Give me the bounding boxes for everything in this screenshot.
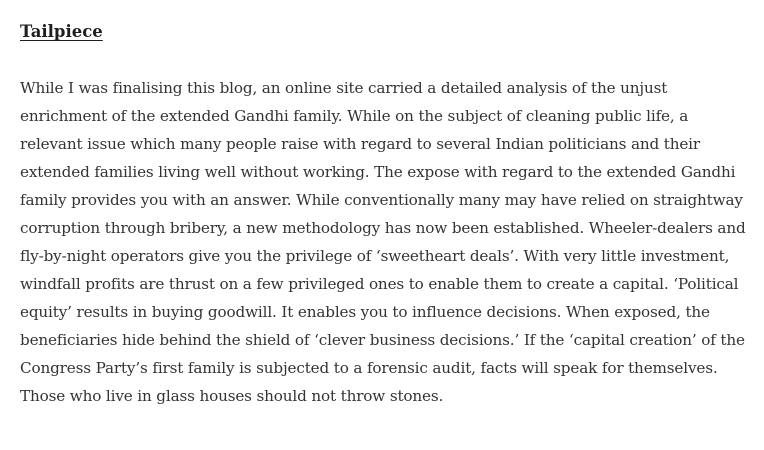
article-section [20,18,750,410]
article-paragraph: While I was finalising this blog, an online site carried a detailed analysis of the unjust enrichment of the extended Gandhi family. While on the subject of cleaning public life, a relevant issue which many people raise with regard to several Indian politicians and their extended families living well without working. The expose with regard to the extended Gandhi family provides you with an answer. While conventionally many may have relied on straightway corruption through bribery, a new methodology has now been established. Wheeler-dealers and fly-by-night operators give you the privilege of ‘sweetheart deals’. With very little investment, windfall profits are thrust on a few privileged ones to enable them to create a capital. ‘Political equity’ results in buying goodwill. It enables you to influence decisions. When exposed, the beneficiaries hide behind the shield of ‘clever business decisions.’ If the ‘capital creation’ of the Congress Party’s first family is subjected to a forensic audit, facts will speak for themselves. Those who live in glass houses should not throw stones. [20,79,746,405]
section-heading: Tailpiece [20,22,103,41]
